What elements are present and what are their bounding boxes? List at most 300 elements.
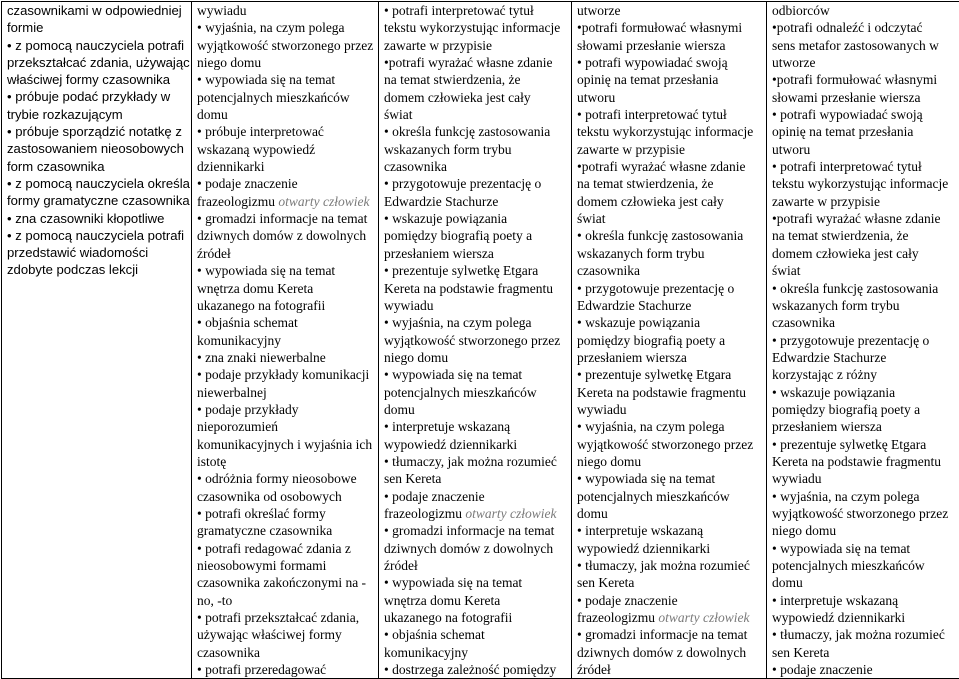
line-text: •potrafi wyrażać własne zdanie xyxy=(772,211,941,226)
line-text: nieporozumień xyxy=(197,419,278,434)
text-line xyxy=(772,262,955,279)
line-text: czasownika od osobowych xyxy=(197,489,342,504)
text-line xyxy=(7,210,187,227)
text-line xyxy=(384,453,567,470)
line-text: •potrafi formułować własnymi xyxy=(772,72,937,87)
text-line xyxy=(197,332,374,349)
text-line xyxy=(384,644,567,661)
text-line xyxy=(384,470,567,487)
text-line xyxy=(197,227,374,244)
line-text: sen Kereta xyxy=(384,471,441,486)
line-text: wypowiedź dziennikarki xyxy=(772,610,905,625)
text-line xyxy=(577,436,762,453)
text-line xyxy=(772,661,955,678)
line-text: zdobyte podczas lekcji xyxy=(7,262,138,277)
text-line xyxy=(384,106,567,123)
text-line xyxy=(7,19,187,36)
line-text: Edwardzie Stachurze xyxy=(577,298,691,313)
line-text: • podaje znaczenie xyxy=(384,489,485,504)
text-line xyxy=(384,123,567,140)
text-line xyxy=(384,349,567,366)
line-text: wywiadu xyxy=(772,471,822,486)
text-line xyxy=(384,71,567,88)
line-text: wypowiedź dziennikarki xyxy=(577,541,710,556)
text-line xyxy=(197,314,374,331)
text-line xyxy=(384,626,567,643)
line-text: • potrafi wypowiadać swoją xyxy=(772,107,923,122)
line-text: • próbuje sporządzić notatkę z xyxy=(7,124,182,139)
text-line xyxy=(577,210,762,227)
text-line xyxy=(772,2,955,19)
text-line xyxy=(772,141,955,158)
text-line xyxy=(7,37,187,54)
line-text: dziwnych domów z dowolnych xyxy=(577,645,746,660)
line-text: wyjątkowość stworzonego przez xyxy=(577,437,753,452)
text-line xyxy=(384,418,567,435)
text-line xyxy=(197,522,374,539)
text-line xyxy=(197,175,374,192)
line-text: dziwnych domów z dowolnych xyxy=(197,228,366,243)
line-text: wskazanych form trybu xyxy=(384,142,511,157)
text-line xyxy=(772,106,955,123)
line-text: domem człowieka jest cały xyxy=(384,90,531,105)
line-text: • odróżnia formy nieosobowe xyxy=(197,471,357,486)
line-text: • potrafi interpretować tytuł xyxy=(772,159,922,174)
line-text: domu xyxy=(772,575,803,590)
line-text: • zna czasowniki kłopotliwe xyxy=(7,211,164,226)
text-line xyxy=(197,193,374,210)
phrase-italic: otwarty człowiek xyxy=(658,610,749,625)
text-line xyxy=(577,2,762,19)
text-line xyxy=(384,37,567,54)
text-line xyxy=(197,349,374,366)
text-line xyxy=(384,2,567,19)
line-text: wypowiedź dziennikarki xyxy=(384,437,517,452)
text-line xyxy=(197,661,374,678)
line-text: ukazanego na fotografii xyxy=(384,610,512,625)
text-line xyxy=(772,123,955,140)
text-line xyxy=(7,106,187,123)
line-text: • podaje przykłady xyxy=(197,402,298,417)
text-line xyxy=(772,158,955,175)
text-line xyxy=(577,574,762,591)
text-line xyxy=(772,193,955,210)
line-text: domu xyxy=(384,402,415,417)
line-text: • dostrzega zależność pomiędzy xyxy=(384,662,556,677)
line-text: czasownikami w odpowiedniej xyxy=(7,3,182,18)
text-line xyxy=(384,141,567,158)
line-text: na temat stwierdzenia, że xyxy=(772,228,908,243)
text-line xyxy=(384,175,567,192)
text-line xyxy=(772,349,955,366)
phrase-italic: otwarty człowiek xyxy=(278,194,369,209)
line-text: • wypowiada się na temat xyxy=(577,471,715,486)
line-text: wywiadu xyxy=(577,402,627,417)
text-line xyxy=(772,436,955,453)
line-text: • interpretuje wskazaną xyxy=(384,419,510,434)
text-line xyxy=(772,592,955,609)
line-text: pomiędzy biografią poety a xyxy=(772,402,920,417)
text-line xyxy=(772,366,955,383)
line-text: • potrafi przeredagować xyxy=(197,662,326,677)
line-text: •potrafi wyrażać własne zdanie xyxy=(577,159,746,174)
text-line xyxy=(772,19,955,36)
line-text: istotę xyxy=(197,454,226,469)
text-line xyxy=(772,401,955,418)
line-text: • przygotowuje prezentację o xyxy=(577,281,734,296)
text-line xyxy=(772,384,955,401)
text-line xyxy=(772,71,955,88)
line-text: wskazanych form trybu xyxy=(772,298,899,313)
line-text: Kereta na podstawie fragmentu xyxy=(384,281,553,296)
text-line xyxy=(772,626,955,643)
line-text: • wyjaśnia, na czym polega xyxy=(197,20,345,35)
line-text: niego domu xyxy=(577,454,641,469)
line-text: przesłaniem wiersza xyxy=(384,246,494,261)
line-text: trybie rozkazującym xyxy=(7,107,123,122)
line-text: dziwnych domów z dowolnych xyxy=(384,541,553,556)
text-line xyxy=(197,106,374,123)
line-text: sen Kereta xyxy=(577,575,634,590)
line-text: • wyjaśnia, na czym polega xyxy=(384,315,532,330)
line-text: opinię na temat przesłania xyxy=(577,72,718,87)
text-line xyxy=(772,245,955,262)
text-line xyxy=(7,2,187,19)
text-line xyxy=(197,592,374,609)
text-line xyxy=(384,314,567,331)
text-line xyxy=(197,37,374,54)
line-text: niewerbalnej xyxy=(197,385,267,400)
text-line xyxy=(384,280,567,297)
column-cell-1 xyxy=(2,2,192,679)
text-line xyxy=(772,227,955,244)
line-text: na temat stwierdzenia, że xyxy=(384,72,520,87)
line-text: • podaje znaczenie xyxy=(577,593,678,608)
line-text: czasownika xyxy=(577,263,640,278)
line-text: frazeologizmu xyxy=(577,610,658,625)
line-text: dziennikarki xyxy=(197,159,264,174)
text-line xyxy=(772,488,955,505)
text-line xyxy=(384,401,567,418)
text-line xyxy=(197,453,374,470)
line-text: utworu xyxy=(772,142,810,157)
text-line xyxy=(384,574,567,591)
line-text: domem człowieka jest cały xyxy=(577,194,724,209)
text-line xyxy=(7,192,187,209)
line-text: potencjalnych mieszkańców xyxy=(384,385,537,400)
column-cell-5 xyxy=(767,2,959,679)
line-text: używając właściwej formy xyxy=(197,627,342,642)
text-line xyxy=(577,470,762,487)
text-line xyxy=(197,366,374,383)
text-line xyxy=(577,280,762,297)
text-line xyxy=(7,54,187,71)
text-line xyxy=(577,522,762,539)
line-text: • wyjaśnia, na czym polega xyxy=(772,489,920,504)
text-line xyxy=(577,366,762,383)
line-text: na temat stwierdzenia, że xyxy=(577,176,713,191)
line-text: •potrafi wyrażać własne zdanie xyxy=(384,55,553,70)
text-line xyxy=(197,297,374,314)
text-line xyxy=(772,574,955,591)
text-line xyxy=(384,522,567,539)
line-text: frazeologizmu xyxy=(384,506,465,521)
text-line xyxy=(577,54,762,71)
line-text: • wyjaśnia, na czym polega xyxy=(577,419,725,434)
text-line xyxy=(7,71,187,88)
line-text: świat xyxy=(772,263,801,278)
text-line xyxy=(772,280,955,297)
line-text: świat xyxy=(577,211,606,226)
line-text: formy gramatyczne czasownika xyxy=(7,193,190,208)
line-text: formie xyxy=(7,20,43,35)
line-text: czasownika xyxy=(772,315,835,330)
text-line xyxy=(577,71,762,88)
text-line xyxy=(384,89,567,106)
text-line xyxy=(772,557,955,574)
text-line xyxy=(772,210,955,227)
text-line xyxy=(772,37,955,54)
text-line xyxy=(772,89,955,106)
line-text: wnętrza domu Kereta xyxy=(197,281,313,296)
text-line xyxy=(772,470,955,487)
requirements-table xyxy=(1,1,959,679)
line-text: • interpretuje wskazaną xyxy=(772,593,898,608)
text-line xyxy=(384,540,567,557)
column-cell-3 xyxy=(379,2,572,679)
text-line xyxy=(384,227,567,244)
line-text: • potrafi wypowiadać swoją xyxy=(577,55,728,70)
line-text: słowami przesłanie wiersza xyxy=(772,90,920,105)
text-line xyxy=(197,436,374,453)
line-text: • gromadzi informacje na temat xyxy=(197,211,367,226)
text-line xyxy=(577,123,762,140)
line-text: komunikacyjny xyxy=(197,333,281,348)
line-text: Kereta na podstawie fragmentu xyxy=(772,454,941,469)
line-text: form czasownika xyxy=(7,159,105,174)
text-line xyxy=(384,158,567,175)
line-text: źródeł xyxy=(577,662,611,677)
text-line xyxy=(772,644,955,661)
line-text: świat xyxy=(384,107,413,122)
text-line xyxy=(7,158,187,175)
line-text: • próbuje podać przykłady w xyxy=(7,89,170,104)
text-line xyxy=(577,418,762,435)
text-line xyxy=(197,141,374,158)
line-text: • wypowiada się na temat xyxy=(384,367,522,382)
line-text: domem człowieka jest cały xyxy=(772,246,919,261)
text-line xyxy=(577,644,762,661)
line-text: • tłumaczy, jak można rozumieć xyxy=(772,627,945,642)
phrase-italic: otwarty człowiek xyxy=(465,506,556,521)
line-text: potencjalnych mieszkańców xyxy=(197,90,350,105)
text-line xyxy=(577,401,762,418)
line-text: • zna znaki niewerbalne xyxy=(197,350,326,365)
line-text: wyjątkowość stworzonego przez xyxy=(197,38,373,53)
line-text: • objaśnia schemat xyxy=(384,627,485,642)
text-line xyxy=(577,505,762,522)
line-text: czasownika xyxy=(197,645,260,660)
line-text: zawarte w przypisie xyxy=(772,194,880,209)
text-line xyxy=(577,245,762,262)
line-text: • potrafi redagować zdania z xyxy=(197,541,351,556)
line-text: przesłaniem wiersza xyxy=(772,419,882,434)
text-line xyxy=(577,89,762,106)
line-text: Kereta na podstawie fragmentu xyxy=(577,385,746,400)
line-text: • potrafi interpretować tytuł xyxy=(384,3,534,18)
line-text: pomiędzy biografią poety a xyxy=(577,333,725,348)
text-line xyxy=(577,227,762,244)
text-line xyxy=(384,19,567,36)
line-text: komunikacyjny xyxy=(384,645,468,660)
line-text: • określa funkcję zastosowania xyxy=(384,124,550,139)
text-line xyxy=(197,505,374,522)
text-line xyxy=(384,557,567,574)
line-text: tekstu wykorzystując informacje xyxy=(384,20,560,35)
line-text: wskazaną wypowiedź xyxy=(197,142,315,157)
text-line xyxy=(772,332,955,349)
text-line xyxy=(384,488,567,505)
line-text: wskazanych form trybu xyxy=(577,246,704,261)
text-line xyxy=(772,522,955,539)
line-text: frazeologizmu xyxy=(197,194,278,209)
line-text: źródeł xyxy=(384,558,418,573)
text-line xyxy=(772,418,955,435)
text-line xyxy=(197,19,374,36)
line-text: sens metafor zastosowanych w xyxy=(772,38,939,53)
column-cell-4 xyxy=(572,2,767,679)
line-text: • wskazuje powiązania xyxy=(384,211,507,226)
line-text: •potrafi formułować własnymi xyxy=(577,20,742,35)
text-line xyxy=(772,540,955,557)
line-text: opinię na temat przesłania xyxy=(772,124,913,139)
line-text: czasownika zakończonymi na - xyxy=(197,575,366,590)
text-line xyxy=(197,418,374,435)
line-text: niego domu xyxy=(197,55,261,70)
text-line xyxy=(772,297,955,314)
line-text: gramatyczne czasownika xyxy=(197,523,332,538)
text-line xyxy=(577,540,762,557)
line-text: właściwej formy czasownika xyxy=(7,72,170,87)
text-line xyxy=(197,262,374,279)
text-line xyxy=(197,245,374,262)
line-text: no, -to xyxy=(197,593,232,608)
text-line xyxy=(197,488,374,505)
line-text: potencjalnych mieszkańców xyxy=(772,558,925,573)
text-line xyxy=(197,384,374,401)
line-text: odbiorców xyxy=(772,3,830,18)
line-text: potencjalnych mieszkańców xyxy=(577,489,730,504)
line-text: •potrafi odnaleźć i odczytać xyxy=(772,20,923,35)
line-text: • prezentuje sylwetkę Etgara xyxy=(577,367,731,382)
text-line xyxy=(772,54,955,71)
text-line xyxy=(577,349,762,366)
line-text: • z pomocą nauczyciela potrafi xyxy=(7,228,184,243)
line-text: korzystając z różny xyxy=(772,367,877,382)
line-text: ukazanego na fotografii xyxy=(197,298,325,313)
text-line xyxy=(577,557,762,574)
text-line xyxy=(7,244,187,261)
text-line xyxy=(7,261,187,278)
text-line xyxy=(197,2,374,19)
text-line xyxy=(577,141,762,158)
line-text: • potrafi przekształcać zdania, xyxy=(197,610,359,625)
text-line xyxy=(384,193,567,210)
text-line xyxy=(7,140,187,157)
line-text: • prezentuje sylwetkę Etgara xyxy=(384,263,538,278)
text-line xyxy=(772,453,955,470)
line-text: • podaje przykłady komunikacji xyxy=(197,367,369,382)
line-text: przekształcać zdania, używając xyxy=(7,55,190,70)
text-line xyxy=(577,453,762,470)
line-text: • prezentuje sylwetkę Etgara xyxy=(772,437,926,452)
line-text: • przygotowuje prezentację o xyxy=(384,176,541,191)
text-line xyxy=(197,557,374,574)
line-text: • gromadzi informacje na temat xyxy=(577,627,747,642)
line-text: • tłumaczy, jak można rozumieć xyxy=(384,454,557,469)
text-line xyxy=(384,384,567,401)
line-text: zawarte w przypisie xyxy=(577,142,685,157)
text-line xyxy=(772,175,955,192)
line-text: wyjątkowość stworzonego przez xyxy=(772,506,948,521)
line-text: utworze xyxy=(772,55,815,70)
line-text: utworze xyxy=(577,3,620,18)
text-line xyxy=(577,332,762,349)
text-line xyxy=(577,314,762,331)
line-text: • określa funkcję zastosowania xyxy=(772,281,938,296)
text-line xyxy=(197,574,374,591)
line-text: • z pomocą nauczyciela potrafi xyxy=(7,38,184,53)
line-text: komunikacyjnych i wyjaśnia ich xyxy=(197,437,372,452)
text-line xyxy=(577,175,762,192)
line-text: źródeł xyxy=(197,246,231,261)
text-line xyxy=(384,505,567,522)
text-line xyxy=(772,505,955,522)
line-text: czasownika xyxy=(384,159,447,174)
line-text: wywiadu xyxy=(197,3,247,18)
text-line xyxy=(197,54,374,71)
line-text: zawarte w przypisie xyxy=(384,38,492,53)
text-line xyxy=(577,262,762,279)
text-line xyxy=(7,88,187,105)
text-line xyxy=(384,332,567,349)
line-text: zastosowaniem nieosobowych xyxy=(7,141,184,156)
text-line xyxy=(197,644,374,661)
text-line xyxy=(577,19,762,36)
text-line xyxy=(197,540,374,557)
line-text: • wypowiada się na temat xyxy=(772,541,910,556)
line-text: • z pomocą nauczyciela określa xyxy=(7,176,190,191)
text-line xyxy=(384,661,567,678)
line-text: • wskazuje powiązania xyxy=(577,315,700,330)
line-text: • potrafi określać formy xyxy=(197,506,326,521)
line-text: • interpretuje wskazaną xyxy=(577,523,703,538)
line-text: Edwardzie Stachurze xyxy=(772,350,886,365)
line-text: • podaje znaczenie xyxy=(772,662,873,677)
line-text: słowami przesłanie wiersza xyxy=(577,38,725,53)
line-text: domu xyxy=(197,107,228,122)
line-text: wyjątkowość stworzonego przez xyxy=(384,333,560,348)
line-text: • wypowiada się na temat xyxy=(197,72,335,87)
text-line xyxy=(577,592,762,609)
line-text: przesłaniem wiersza xyxy=(577,350,687,365)
text-line xyxy=(384,297,567,314)
line-text: domu xyxy=(577,506,608,521)
line-text: wywiadu xyxy=(384,298,434,313)
line-text: • wskazuje powiązania xyxy=(772,385,895,400)
line-text: nieosobowymi formami xyxy=(197,558,326,573)
line-text: • gromadzi informacje na temat xyxy=(384,523,554,538)
